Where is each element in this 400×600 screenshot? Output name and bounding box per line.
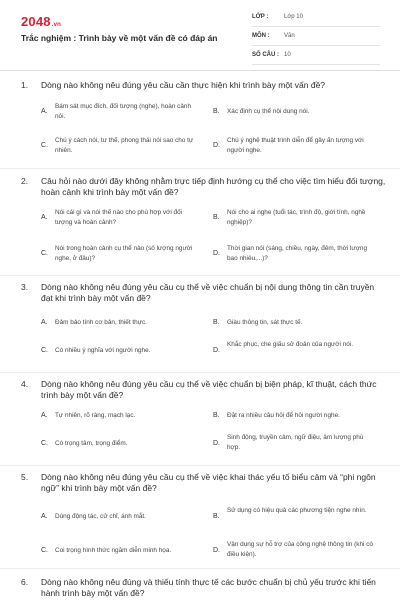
option-letter: C. [41,547,48,554]
question-number: 3. [21,282,29,292]
option-text: Giàu thông tin, sát thực tế. [227,319,303,326]
question-number: 4. [21,379,29,389]
option-text: Vận dụng sự hỗ trợ của công nghệ thông tin (khi có điều kiện). [227,541,373,558]
option-text: Đảm bảo tính cơ bản, thiết thực. [55,319,147,326]
meta-label: LỚP : [252,14,269,20]
option-letter: D. [213,440,220,447]
option-text: Có nhiều ý nghĩa với người nghe. [55,347,151,354]
meta-row-count [252,50,380,65]
question-text: Dòng nào không nêu đúng yêu cầu cụ thể về việc khai thác yếu tố biểu cảm và “phi ngôn ngữ” khi trình bày một vấn đề? [41,472,376,493]
option-text: Sinh động, truyền cảm, ngữ điệu, âm lượng phù hợp. [227,434,364,451]
option-letter: A. [41,412,48,419]
question-divider [0,275,400,276]
option-text: Khắc phục, che giấu sở đoản của người nói. [227,341,353,348]
page-header [0,0,400,72]
option-letter: B. [213,412,220,419]
question-text: Dòng nào không nêu đúng yêu cầu cụ thể về việc chuẩn bị nội dung thông tin cần truyền đạt khi trình bày một vấn đề? [41,282,375,303]
question-text: Câu hỏi nào dưới đây không nhằm trực tiếp định hướng cụ thể cho việc tìm hiểu đối tượng, hoàn cảnh khi trình bày một vấn đề? [41,176,386,197]
option-letter: A. [41,513,48,520]
option-text: Coi trọng hình thức ngăm diễn minh họa. [55,547,172,554]
question-text: Dòng nào không nêu đúng yêu cầu cần thực hiện khi trình bày một vấn đề? [41,80,326,90]
option-text: Nói cái gì và nói thế nào cho phù hợp với đối tượng và hoàn cảnh? [55,209,183,226]
option-letter: B. [213,513,220,520]
option-text: Thời gian nói (sáng, chiều, ngày, đêm, thời lượng bao nhiêu,...)? [227,245,368,262]
option-letter: C. [41,347,48,354]
option-letter: C. [41,142,48,149]
question-divider [0,372,400,373]
header-divider [0,70,400,71]
option-text: Đặt ra nhiều câu hỏi để hỏi người nghe. [227,412,340,419]
meta-value: Lớp 10 [284,14,303,20]
option-letter: A. [41,319,48,326]
question-text: Dòng nào không nêu đúng yêu cầu cụ thể về việc chuẩn bị biện pháp, kĩ thuật, cách thức trình bày một vấn đề? [41,379,377,400]
option-letter: C. [41,440,48,447]
option-letter: D. [213,347,220,354]
logo-text: 2048 [21,14,51,29]
meta-label: MÔN : [252,33,270,39]
option-text: Bám sát mục đích, đối tượng (nghe), hoàn cảnh nói. [55,103,192,120]
option-letter: D. [213,142,220,149]
option-letter: C. [41,250,48,257]
option-text: Chú ý cách nói, tư thế, phong thái nói sao cho tự nhiên. [55,137,194,154]
logo-suffix: .vn [51,22,62,28]
question-number: 5. [21,472,29,482]
option-letter: A. [41,214,48,221]
option-letter: B. [213,214,220,221]
option-text: Xác định cụ thể nội dung nói. [227,108,310,115]
option-letter: D. [213,547,220,554]
site-logo[interactable] [21,14,61,29]
question-divider [0,465,400,466]
question-divider [0,568,400,569]
page-title: Trắc nghiệm : Trình bày về một vấn đề có đáp án [21,33,218,43]
meta-row-subject [252,31,380,46]
meta-value: Văn [284,33,295,39]
option-text: Nói trong hoàn cảnh cụ thể nào (số lượng người nghe, ở đâu)? [55,245,193,262]
option-text: Dùng động tác, cử chỉ, ánh mắt. [55,513,146,520]
meta-label: SỐ CÂU : [252,52,279,58]
option-letter: B. [213,319,220,326]
question-number: 2. [21,176,29,186]
question-number: 1. [21,80,29,90]
question-divider [0,168,400,169]
meta-value: 10 [284,52,291,58]
option-text: Chú ý nghệ thuật trình diễn để gây ấn tượng với người nghe. [227,137,364,154]
meta-row-class [252,12,380,27]
option-text: Tự nhiên, rõ ràng, mạch lạc. [55,412,136,419]
option-text: Nói cho ai nghe (tuổi tác, trình độ, giới tính, nghề nghiệp)? [227,209,366,226]
option-text: Có trọng tâm, trọng điểm. [55,440,128,447]
option-text: Sử dụng có hiệu quả các phương tiện nghe nhìn. [227,507,367,514]
option-letter: D. [213,250,220,257]
option-letter: B. [213,108,220,115]
question-number: 6. [21,577,29,587]
question-text: Dòng nào không nêu đúng và thiếu tính thực tế các bước chuẩn bị chủ yếu trước khi tiến hành trình bày một vấn đề? [41,577,376,598]
quiz-meta [252,12,380,69]
option-letter: A. [41,108,48,115]
